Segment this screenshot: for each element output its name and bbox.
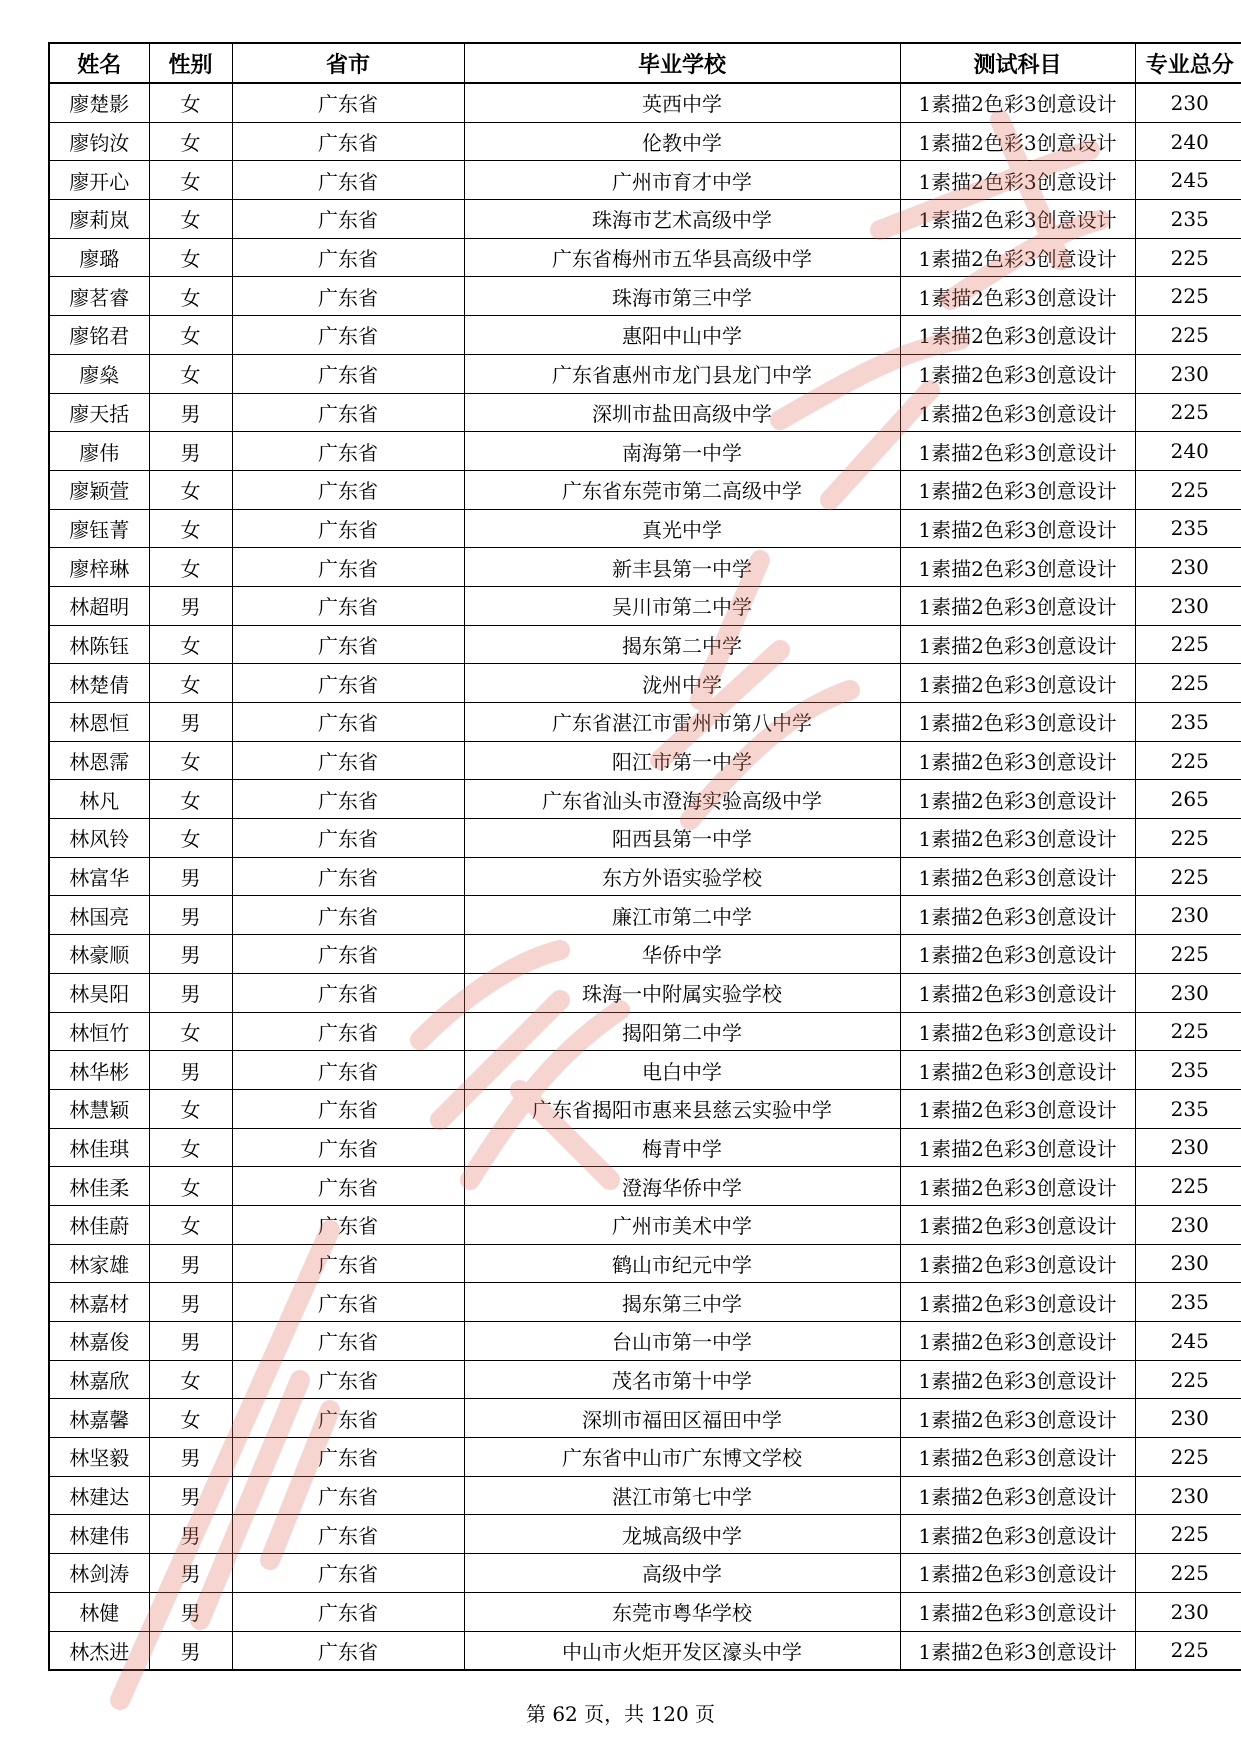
header-subjects: 测试科目 [900,43,1135,83]
cell-subjects: 1素描2色彩3创意设计 [900,548,1135,587]
cell-subjects: 1素描2色彩3创意设计 [900,1592,1135,1631]
cell-total-score: 225 [1135,277,1241,316]
cell-name: 廖开心 [49,161,149,200]
cell-name: 林华彬 [49,1051,149,1090]
cell-total-score: 235 [1135,1283,1241,1322]
cell-subjects: 1素描2色彩3创意设计 [900,935,1135,974]
cell-gender: 女 [149,83,232,122]
cell-total-score: 245 [1135,161,1241,200]
cell-school: 珠海一中附属实验学校 [464,973,900,1012]
cell-province: 广东省 [232,1592,464,1631]
cell-total-score: 235 [1135,1051,1241,1090]
table-row [49,1128,1241,1167]
cell-name: 林嘉欣 [49,1360,149,1399]
cell-gender: 女 [149,1167,232,1206]
cell-school: 广州市美术中学 [464,1205,900,1244]
table-row [49,1244,1241,1283]
cell-subjects: 1素描2色彩3创意设计 [900,973,1135,1012]
cell-province: 广东省 [232,1167,464,1206]
cell-total-score: 230 [1135,1592,1241,1631]
cell-gender: 男 [149,1322,232,1361]
cell-name: 林富华 [49,857,149,896]
cell-name: 廖颖萱 [49,470,149,509]
cell-school: 广东省惠州市龙门县龙门中学 [464,354,900,393]
admission-score-table [48,42,1241,1671]
cell-province: 广东省 [232,316,464,355]
cell-gender: 女 [149,1012,232,1051]
cell-province: 广东省 [232,1515,464,1554]
cell-total-score: 230 [1135,1399,1241,1438]
cell-name: 林佳蔚 [49,1205,149,1244]
cell-province: 广东省 [232,83,464,122]
cell-name: 廖梓琳 [49,548,149,587]
cell-gender: 男 [149,393,232,432]
cell-total-score: 230 [1135,586,1241,625]
cell-province: 广东省 [232,161,464,200]
cell-province: 广东省 [232,857,464,896]
cell-subjects: 1素描2色彩3创意设计 [900,1360,1135,1399]
cell-name: 林超明 [49,586,149,625]
cell-name: 廖璐 [49,238,149,277]
table-body [49,83,1241,1670]
cell-school: 阳西县第一中学 [464,819,900,858]
cell-school: 东莞市粤华学校 [464,1592,900,1631]
cell-school: 鹤山市纪元中学 [464,1244,900,1283]
cell-school: 广东省东莞市第二高级中学 [464,470,900,509]
cell-name: 林风铃 [49,819,149,858]
cell-subjects: 1素描2色彩3创意设计 [900,819,1135,858]
cell-name: 廖天括 [49,393,149,432]
cell-gender: 女 [149,1205,232,1244]
cell-province: 广东省 [232,470,464,509]
header-name: 姓名 [49,43,149,83]
cell-gender: 女 [149,470,232,509]
cell-total-score: 230 [1135,1476,1241,1515]
cell-name: 林建伟 [49,1515,149,1554]
cell-province: 广东省 [232,625,464,664]
cell-total-score: 235 [1135,703,1241,742]
cell-gender: 男 [149,973,232,1012]
cell-subjects: 1素描2色彩3创意设计 [900,741,1135,780]
cell-total-score: 230 [1135,1128,1241,1167]
cell-subjects: 1素描2色彩3创意设计 [900,1476,1135,1515]
cell-province: 广东省 [232,1360,464,1399]
cell-name: 廖铭君 [49,316,149,355]
cell-total-score: 225 [1135,664,1241,703]
cell-name: 林建达 [49,1476,149,1515]
cell-province: 广东省 [232,780,464,819]
cell-gender: 男 [149,1554,232,1593]
cell-subjects: 1素描2色彩3创意设计 [900,703,1135,742]
cell-gender: 女 [149,741,232,780]
cell-name: 林嘉馨 [49,1399,149,1438]
cell-subjects: 1素描2色彩3创意设计 [900,277,1135,316]
cell-province: 广东省 [232,1051,464,1090]
cell-name: 林坚毅 [49,1438,149,1477]
cell-province: 广东省 [232,1631,464,1670]
cell-gender: 男 [149,586,232,625]
cell-province: 广东省 [232,703,464,742]
cell-total-score: 225 [1135,1167,1241,1206]
cell-gender: 男 [149,1515,232,1554]
cell-gender: 女 [149,200,232,239]
cell-province: 广东省 [232,548,464,587]
cell-province: 广东省 [232,1283,464,1322]
cell-total-score: 225 [1135,470,1241,509]
cell-total-score: 225 [1135,819,1241,858]
table-row [49,1399,1241,1438]
cell-gender: 女 [149,1360,232,1399]
table-row [49,1167,1241,1206]
cell-gender: 女 [149,780,232,819]
cell-subjects: 1素描2色彩3创意设计 [900,1244,1135,1283]
cell-school: 珠海市第三中学 [464,277,900,316]
cell-gender: 女 [149,1089,232,1128]
cell-school: 东方外语实验学校 [464,857,900,896]
table-row [49,393,1241,432]
cell-province: 广东省 [232,664,464,703]
table-row [49,625,1241,664]
cell-name: 林剑涛 [49,1554,149,1593]
cell-subjects: 1素描2色彩3创意设计 [900,586,1135,625]
cell-province: 广东省 [232,238,464,277]
cell-gender: 女 [149,354,232,393]
cell-total-score: 235 [1135,1089,1241,1128]
table-header-row [49,43,1241,83]
cell-province: 广东省 [232,1476,464,1515]
cell-province: 广东省 [232,354,464,393]
cell-school: 吴川市第二中学 [464,586,900,625]
cell-gender: 男 [149,1283,232,1322]
cell-total-score: 230 [1135,548,1241,587]
cell-province: 广东省 [232,122,464,161]
cell-total-score: 225 [1135,857,1241,896]
table-row [49,1554,1241,1593]
cell-province: 广东省 [232,973,464,1012]
cell-subjects: 1素描2色彩3创意设计 [900,1515,1135,1554]
cell-gender: 男 [149,935,232,974]
cell-total-score: 240 [1135,432,1241,471]
cell-total-score: 225 [1135,741,1241,780]
cell-school: 华侨中学 [464,935,900,974]
cell-province: 广东省 [232,1089,464,1128]
cell-gender: 男 [149,432,232,471]
table-row [49,935,1241,974]
header-gender: 性别 [149,43,232,83]
cell-name: 廖茗睿 [49,277,149,316]
cell-school: 广东省梅州市五华县高级中学 [464,238,900,277]
table-row [49,780,1241,819]
table-row [49,1592,1241,1631]
cell-gender: 男 [149,896,232,935]
cell-subjects: 1素描2色彩3创意设计 [900,1128,1135,1167]
cell-school: 澄海华侨中学 [464,1167,900,1206]
cell-total-score: 265 [1135,780,1241,819]
cell-province: 广东省 [232,1554,464,1593]
cell-school: 揭东第三中学 [464,1283,900,1322]
table-row [49,973,1241,1012]
cell-subjects: 1素描2色彩3创意设计 [900,238,1135,277]
cell-school: 广东省湛江市雷州市第八中学 [464,703,900,742]
cell-school: 广东省揭阳市惠来县慈云实验中学 [464,1089,900,1128]
table-row [49,238,1241,277]
table-row [49,200,1241,239]
cell-gender: 女 [149,548,232,587]
table-row [49,122,1241,161]
table-row [49,316,1241,355]
cell-gender: 男 [149,1592,232,1631]
cell-name: 林国亮 [49,896,149,935]
cell-school: 高级中学 [464,1554,900,1593]
table-row [49,1476,1241,1515]
cell-school: 广州市育才中学 [464,161,900,200]
table-row [49,83,1241,122]
cell-subjects: 1素描2色彩3创意设计 [900,470,1135,509]
cell-subjects: 1素描2色彩3创意设计 [900,1089,1135,1128]
cell-province: 广东省 [232,1399,464,1438]
cell-province: 广东省 [232,1012,464,1051]
cell-name: 林豪顺 [49,935,149,974]
cell-gender: 男 [149,1476,232,1515]
cell-total-score: 225 [1135,1360,1241,1399]
cell-name: 林佳柔 [49,1167,149,1206]
cell-total-score: 230 [1135,1244,1241,1283]
cell-school: 廉江市第二中学 [464,896,900,935]
table-row [49,161,1241,200]
cell-province: 广东省 [232,432,464,471]
cell-subjects: 1素描2色彩3创意设计 [900,625,1135,664]
cell-province: 广东省 [232,509,464,548]
header-school: 毕业学校 [464,43,900,83]
cell-subjects: 1素描2色彩3创意设计 [900,393,1135,432]
table-row [49,470,1241,509]
cell-school: 揭阳第二中学 [464,1012,900,1051]
cell-subjects: 1素描2色彩3创意设计 [900,509,1135,548]
cell-total-score: 225 [1135,1438,1241,1477]
cell-gender: 男 [149,703,232,742]
cell-school: 珠海市艺术高级中学 [464,200,900,239]
cell-school: 湛江市第七中学 [464,1476,900,1515]
cell-gender: 女 [149,509,232,548]
header-province: 省市 [232,43,464,83]
page-number: 第 62 页，共 120 页 [525,1702,716,1726]
cell-school: 台山市第一中学 [464,1322,900,1361]
cell-province: 广东省 [232,1438,464,1477]
table-row [49,1438,1241,1477]
cell-province: 广东省 [232,819,464,858]
cell-name: 林陈钰 [49,625,149,664]
cell-province: 广东省 [232,1128,464,1167]
cell-school: 深圳市福田区福田中学 [464,1399,900,1438]
table-row [49,1631,1241,1670]
cell-province: 广东省 [232,393,464,432]
header-total-score: 专业总分 [1135,43,1241,83]
cell-province: 广东省 [232,741,464,780]
cell-total-score: 225 [1135,238,1241,277]
cell-school: 龙城高级中学 [464,1515,900,1554]
table-row [49,432,1241,471]
cell-gender: 女 [149,625,232,664]
table-row [49,1515,1241,1554]
cell-name: 林昊阳 [49,973,149,1012]
cell-total-score: 230 [1135,354,1241,393]
cell-subjects: 1素描2色彩3创意设计 [900,1554,1135,1593]
cell-subjects: 1素描2色彩3创意设计 [900,200,1135,239]
cell-name: 廖燊 [49,354,149,393]
cell-subjects: 1素描2色彩3创意设计 [900,1051,1135,1090]
cell-school: 新丰县第一中学 [464,548,900,587]
table-row [49,548,1241,587]
table-row [49,354,1241,393]
cell-total-score: 225 [1135,393,1241,432]
table-row [49,1360,1241,1399]
cell-gender: 女 [149,161,232,200]
cell-subjects: 1素描2色彩3创意设计 [900,1205,1135,1244]
cell-school: 茂名市第十中学 [464,1360,900,1399]
cell-total-score: 225 [1135,316,1241,355]
cell-subjects: 1素描2色彩3创意设计 [900,1399,1135,1438]
table-row [49,509,1241,548]
cell-total-score: 235 [1135,200,1241,239]
cell-school: 泷州中学 [464,664,900,703]
cell-name: 廖莉岚 [49,200,149,239]
cell-gender: 女 [149,819,232,858]
cell-gender: 女 [149,664,232,703]
cell-province: 广东省 [232,1322,464,1361]
cell-subjects: 1素描2色彩3创意设计 [900,664,1135,703]
cell-name: 林嘉材 [49,1283,149,1322]
cell-gender: 男 [149,857,232,896]
cell-total-score: 240 [1135,122,1241,161]
cell-name: 林健 [49,1592,149,1631]
cell-school: 英西中学 [464,83,900,122]
table-row [49,664,1241,703]
cell-gender: 男 [149,1051,232,1090]
cell-gender: 男 [149,1438,232,1477]
cell-gender: 女 [149,1399,232,1438]
cell-name: 林恩恒 [49,703,149,742]
cell-province: 广东省 [232,935,464,974]
cell-subjects: 1素描2色彩3创意设计 [900,1322,1135,1361]
cell-school: 中山市火炬开发区濠头中学 [464,1631,900,1670]
cell-name: 林家雄 [49,1244,149,1283]
cell-province: 广东省 [232,200,464,239]
cell-name: 廖钰菁 [49,509,149,548]
cell-subjects: 1素描2色彩3创意设计 [900,1283,1135,1322]
cell-school: 广东省汕头市澄海实验高级中学 [464,780,900,819]
cell-gender: 男 [149,1631,232,1670]
cell-total-score: 230 [1135,896,1241,935]
cell-gender: 女 [149,277,232,316]
cell-name: 廖楚影 [49,83,149,122]
cell-subjects: 1素描2色彩3创意设计 [900,432,1135,471]
cell-province: 广东省 [232,1244,464,1283]
cell-subjects: 1素描2色彩3创意设计 [900,1438,1135,1477]
cell-school: 伦教中学 [464,122,900,161]
table-row [49,1283,1241,1322]
cell-province: 广东省 [232,277,464,316]
cell-total-score: 235 [1135,509,1241,548]
cell-subjects: 1素描2色彩3创意设计 [900,1631,1135,1670]
table-row [49,1012,1241,1051]
table-row [49,1205,1241,1244]
cell-school: 深圳市盐田高级中学 [464,393,900,432]
table-row [49,819,1241,858]
cell-subjects: 1素描2色彩3创意设计 [900,896,1135,935]
cell-gender: 女 [149,1128,232,1167]
cell-name: 林恩霈 [49,741,149,780]
table-row [49,1089,1241,1128]
table-row [49,1322,1241,1361]
cell-subjects: 1素描2色彩3创意设计 [900,83,1135,122]
cell-province: 广东省 [232,896,464,935]
cell-school: 阳江市第一中学 [464,741,900,780]
cell-name: 林凡 [49,780,149,819]
cell-name: 林楚倩 [49,664,149,703]
cell-total-score: 225 [1135,1515,1241,1554]
table-row [49,277,1241,316]
table-row [49,896,1241,935]
cell-gender: 女 [149,316,232,355]
table-row [49,741,1241,780]
cell-total-score: 225 [1135,935,1241,974]
cell-name: 林杰进 [49,1631,149,1670]
cell-school: 广东省中山市广东博文学校 [464,1438,900,1477]
cell-subjects: 1素描2色彩3创意设计 [900,1012,1135,1051]
cell-total-score: 225 [1135,625,1241,664]
cell-subjects: 1素描2色彩3创意设计 [900,316,1135,355]
cell-name: 廖伟 [49,432,149,471]
cell-gender: 女 [149,238,232,277]
cell-school: 梅青中学 [464,1128,900,1167]
table-row [49,857,1241,896]
cell-name: 廖钧汝 [49,122,149,161]
cell-total-score: 225 [1135,1012,1241,1051]
cell-total-score: 245 [1135,1322,1241,1361]
cell-name: 林佳琪 [49,1128,149,1167]
cell-province: 广东省 [232,1205,464,1244]
cell-school: 真光中学 [464,509,900,548]
cell-school: 揭东第二中学 [464,625,900,664]
cell-total-score: 230 [1135,973,1241,1012]
cell-school: 南海第一中学 [464,432,900,471]
cell-province: 广东省 [232,586,464,625]
cell-subjects: 1素描2色彩3创意设计 [900,1167,1135,1206]
cell-gender: 女 [149,122,232,161]
table-row [49,1051,1241,1090]
cell-name: 林慧颖 [49,1089,149,1128]
cell-total-score: 225 [1135,1631,1241,1670]
table-row [49,703,1241,742]
cell-subjects: 1素描2色彩3创意设计 [900,780,1135,819]
cell-total-score: 230 [1135,83,1241,122]
table-row [49,586,1241,625]
cell-subjects: 1素描2色彩3创意设计 [900,122,1135,161]
cell-total-score: 225 [1135,1554,1241,1593]
cell-subjects: 1素描2色彩3创意设计 [900,354,1135,393]
cell-subjects: 1素描2色彩3创意设计 [900,161,1135,200]
cell-total-score: 230 [1135,1205,1241,1244]
cell-name: 林恒竹 [49,1012,149,1051]
cell-name: 林嘉俊 [49,1322,149,1361]
cell-school: 电白中学 [464,1051,900,1090]
cell-gender: 男 [149,1244,232,1283]
cell-subjects: 1素描2色彩3创意设计 [900,857,1135,896]
cell-school: 惠阳中山中学 [464,316,900,355]
